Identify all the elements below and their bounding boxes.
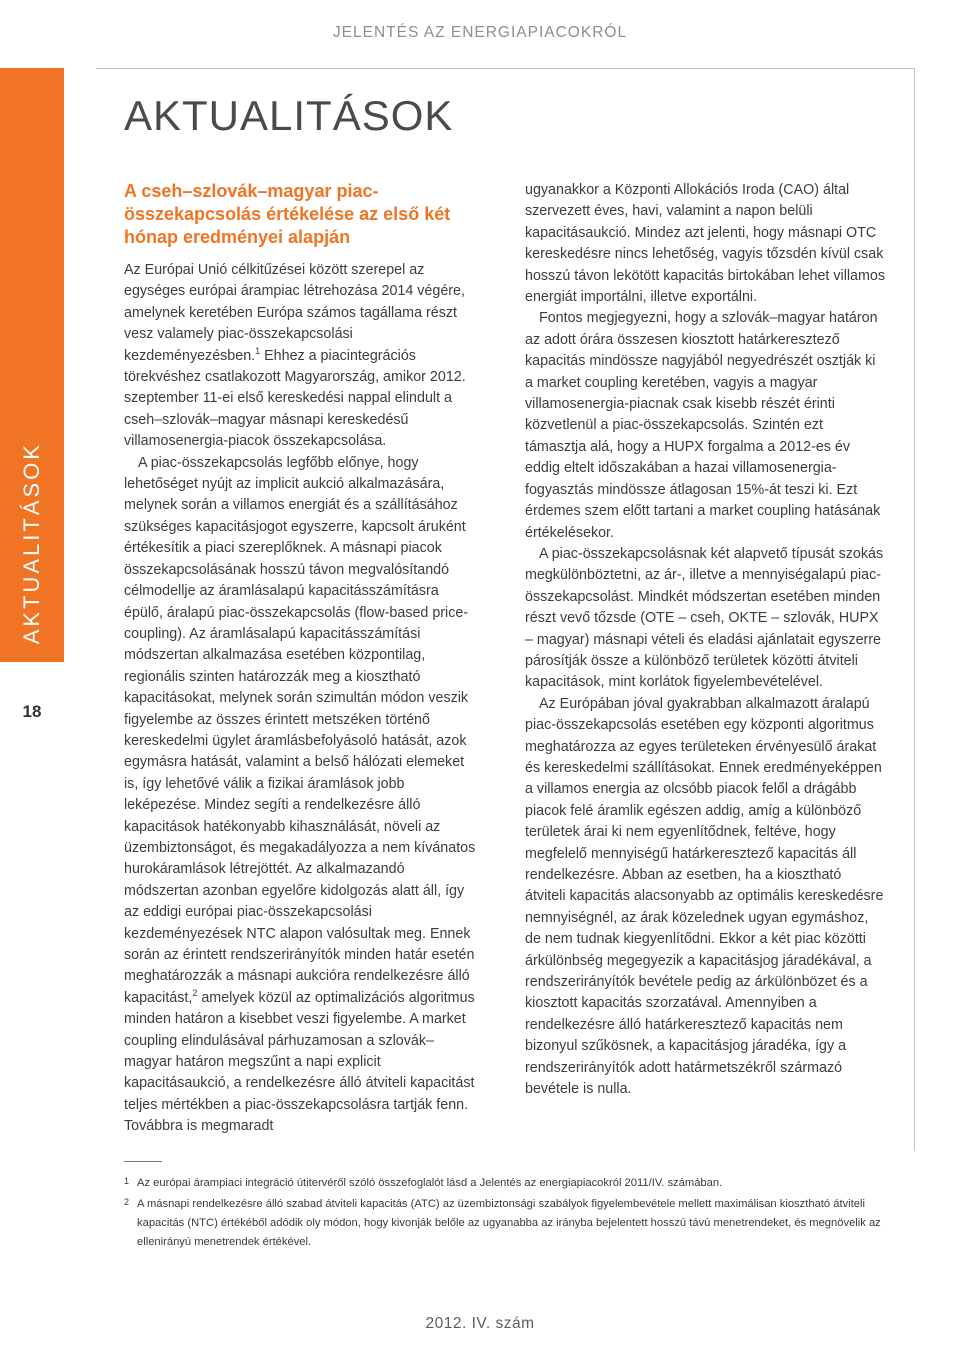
paragraph-text: Az Európai Unió célkitűzései között szerepel az egységes európai árampiac létrehozása 2014 végére, amelynek keretében Európa számos tagállama részt vesz valamely piac-összekapcsolási kezdeményezésben. [124, 262, 465, 364]
footnote-number: 1 [124, 1176, 130, 1186]
paragraph [124, 453, 479, 1138]
paragraph-text: Ehhez a piacintegrációs törekvéshez csatlakozott Magyarország, amikor 2012. szeptember 11-ei első kereskedési nappal elindult a cseh–szlovák–magyar másnapi kereskedésű villamosenergia-piacok összekapcsolása. [124, 347, 466, 450]
paragraph-text: A piac-összekapcsolás legfőbb előnye, hogy lehetőséget nyújt az implicit aukció alkalmazására, melynek során a villamos energiát és a szállításához szükséges kapacitásjogot egyszerre, kapcsolt áruként értékesítik a piaci szereplőknek. A másnapi piacok összekapcsolásának hosszú távon megvalósítandó célmodellje az áramlásalapú kapacitásszámításra épülő, áralapú piac-összekapcsolás (flow-based price-coupling). Az áramlásalapú kapacitásszámítási módszertan alkalmazása esetében központilag, regionális szinten határozzák meg a kiosztható kapacitásokat, melynek során szimultán módon veszik figyelembe az összes érintett metszéken történő kereskedelmi ügylet áramlásbefolyásoló hatását, azok egymásra hatását, valamint a belső hálózati elemeket is, így lehetővé válik a fizikai áramlások jobb leképezése. Mindez segíti a rendelkezésre álló kapacitások hatékonyabb kihasználását, növeli az üzembiztonságot, és megakadályozza a nem kívánatos hurokáramlások létrejöttét. Az alkalmazandó módszertan azonban egyelőre kidolgozás alatt áll, így az eddigi európai piac-összekapcsolási kezdeményezések NTC alapon valósultak meg. Ennek során az érintett rendszerirányítók minden határ esetén meghatározzák a másnapi aukcióra rendelkezésre álló kapacitást, [124, 454, 476, 1006]
running-header: JELENTÉS AZ ENERGIAPIACOKRÓL [332, 24, 628, 41]
footnotes [124, 1174, 894, 1254]
issue-footer: 2012. IV. szám [425, 1315, 535, 1332]
right-column [525, 180, 885, 1100]
page-number: 18 [22, 702, 42, 721]
footnote-text: Az európai árampiaci integráció útitervéről szóló összefoglalót lásd a Jelentés az energiapiacokról 2011/IV. számában. [137, 1177, 723, 1189]
footnote-number: 2 [124, 1197, 130, 1207]
paragraph: A piac-összekapcsolásnak két alapvető típusát szokás megkülönböztetni, az ár-, illetve a mennyiségalapú piac-összekapcsolást. Mindkét módszertan esetében minden részt vevő tőzsde (OTE – cseh, OKTE – szlovák, HUPX – magyar) másnapi vételi és eladási ajánlatait egyszerre párosítják össze a különböző területek közötti átviteli kapacitások, mint korlátok figyelembevételével. [525, 545, 884, 691]
page-title: AKTUALITÁSOK [124, 92, 454, 139]
footnote-text: A másnapi rendelkezésre álló szabad átviteli kapacitás (ATC) az üzembiztonsági szabályok figyelembevétele mellett maximálisan kiosztható átviteli kapacitás (NTC) értékéből adódik oly módon, hogy kivonják belőle az ugyanabba az irányba bejelentett hosszú távú menetrendeket, és megnövelik az ellenirányú menetrendek értékével. [137, 1198, 881, 1248]
section-side-tab-label-wrap [0, 68, 64, 662]
paragraph-text: amelyek közül az optimalizációs algoritmus minden határon a kisebbet veszi figyelembe. A market coupling elindulásával párhuzamosan a szlovák–magyar határon megszűnt a napi explicit kapacitásaukció, a rendelkezésre álló átviteli kapacitást teljes mértékben a piac-összekapcsolásra tartják fenn. Továbbra is megmaradt [124, 989, 475, 1135]
paragraph: Az Európában jóval gyakrabban alkalmazott áralapú piac-összekapcsolás esetében egy központi algoritmus meghatározza az egyes területeken érvényesülő árakat és kereskedelmi szállításokat. Ennek eredményeképpen a villamos energia az olcsóbb piacok felől a drágább piacok felé áramlik egészen addig, amíg a különböző területek árai ki nem egyenlítődnek, feltéve, hogy megfelelő mennyiségű határkeresztező kapacitás áll rendelkezésre. Abban az esetben, ha a kiosztható átviteli kapacitás alacsonyabb az optimális kereskedésre nemnyiségnél, az árak közelednek ugyan egymáshoz, de nem tudnak kiegyenlítődni. Ekkor a két piac közötti árkülönbség megegyezik a kapacitásjog járadékával, a rendszerirányítók bevétele pedig az árkülönbözet és a kiosztott kapacitás szorzatával. Amennyiben a rendelkezésre álló határkeresztező kapacitás nem bizonyul szűkösnek, a kapacitásjog járadéka, így a rendszerirányítók adott határmetszékről származó bevétele is nulla. [525, 695, 884, 1098]
footnote-ref: 2 [192, 988, 198, 999]
paragraph: Fontos megjegyezni, hogy a szlovák–magyar határon az adott órára összesen kiosztott határkeresztező kapacitás mindössze nagyjából negyedrészét osztják ki a market coupling keretében, vagyis a magyar villamosenergia-piacnak csak kisebb részét érinti közvetlenül a piac-összekapcsolás. Szintén ezt támasztja alá, hogy a HUPX forgalma a 2012-es év eddig eltelt időszakában a hazai villamosenergia-fogyasztás mindössze átlagosan 15%-át teszi ki. Ezt érdemes szem előtt tartani a market coupling hatásának értékelésekor. [525, 310, 881, 541]
left-column [124, 180, 479, 1138]
paragraph: ugyanakkor a Központi Allokációs Iroda (CAO) által szervezett éves, havi, valamint a napon belüli kapacitásaukció. Mindez azt jelenti, hogy másnapi OTC kereskedésre nincs lehetőség, vagyis tőzsdén kívül csak hosszú távon lekötött kapacitás birtokában lehet villamos energiát importálni, illetve exportálni. [525, 182, 886, 306]
footnote [124, 1174, 894, 1193]
paragraph [124, 260, 479, 453]
article-heading: A cseh–szlovák–magyar piac-összekapcsolás értékelése az első két hónap eredményei alapján [124, 181, 451, 247]
footnote [124, 1195, 894, 1252]
footnote-divider [124, 1161, 162, 1162]
footnote-ref: 1 [255, 345, 261, 356]
section-side-tab-label: AKTUALITÁSOK [19, 441, 44, 644]
